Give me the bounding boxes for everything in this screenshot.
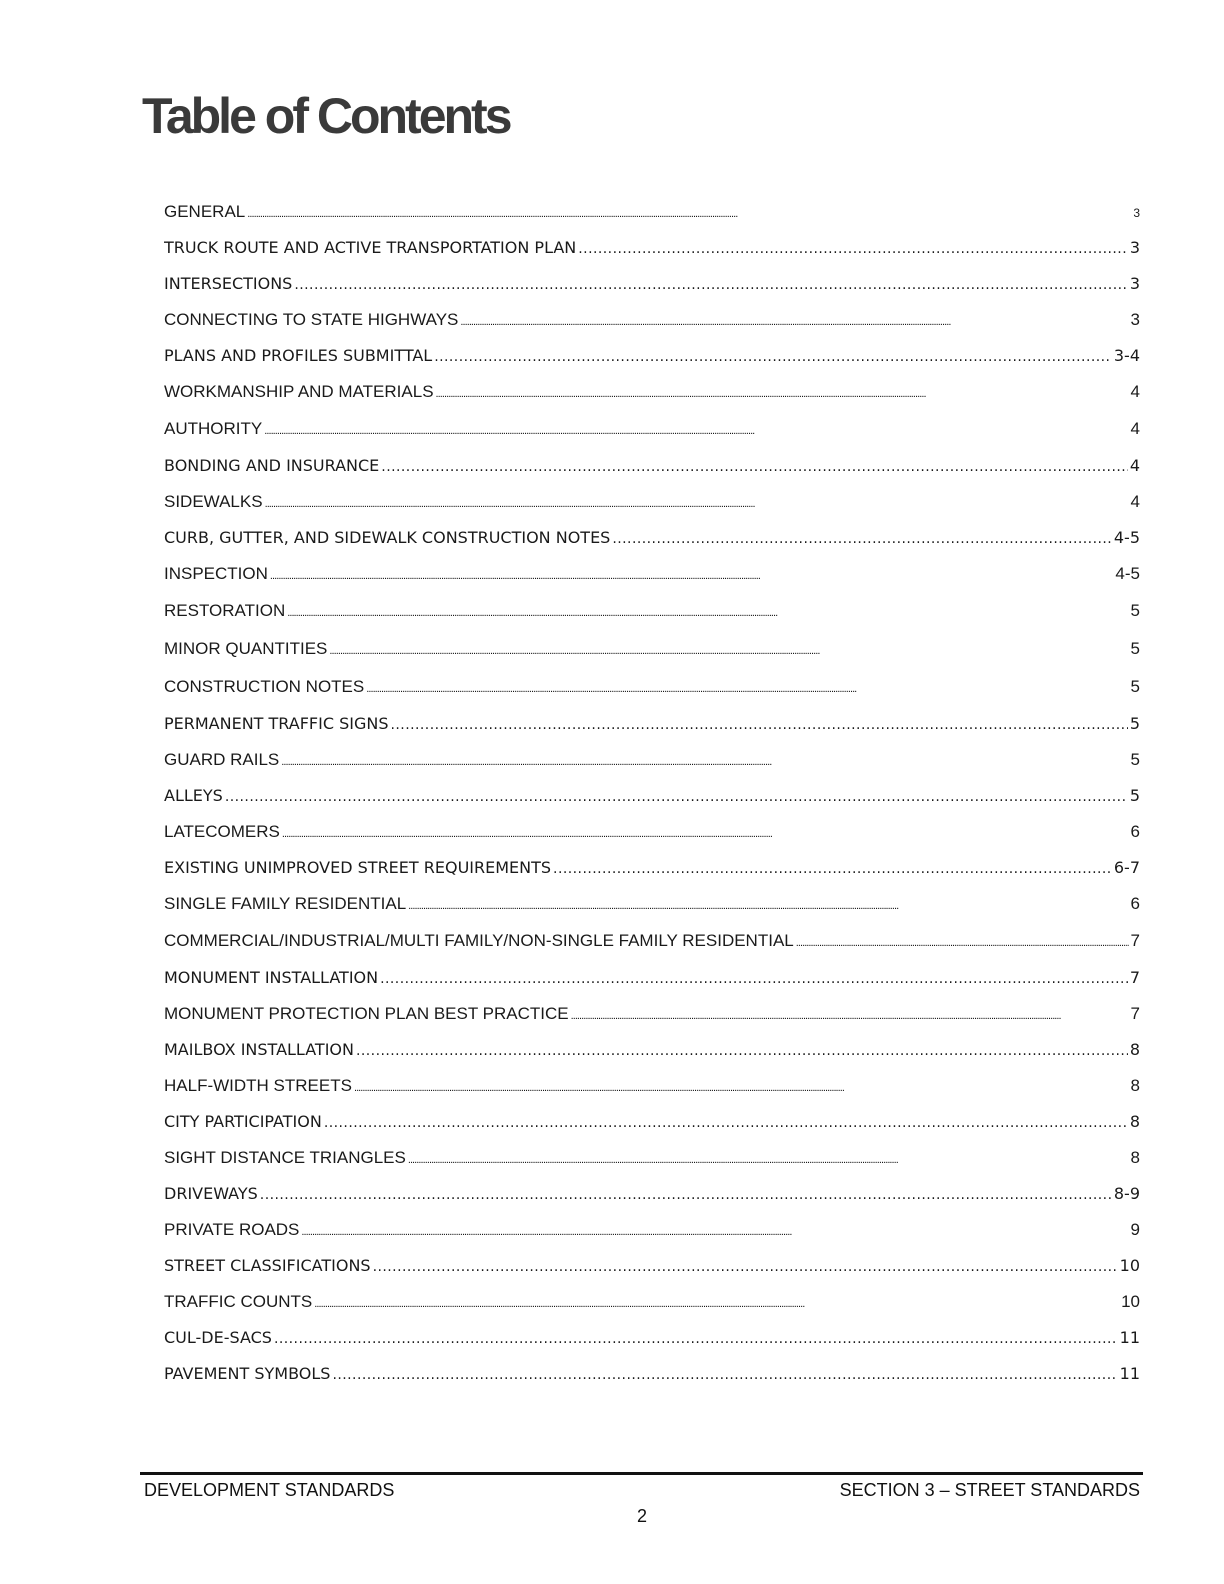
toc-entry-label: AUTHORITY	[164, 419, 263, 438]
toc-dot-leader	[408, 1140, 1129, 1176]
toc-entry-page: 4-5	[1113, 528, 1140, 547]
toc-dot-leader	[354, 1068, 1129, 1104]
toc-entry-label: PAVEMENT SYMBOLS	[164, 1364, 331, 1383]
toc-entry-label: WORKMANSHIP AND MATERIALS	[164, 382, 434, 401]
toc-entry-label: ALLEYS	[164, 786, 223, 805]
toc-entry-label: CURB, GUTTER, AND SIDEWALK CONSTRUCTION NOTES	[164, 528, 611, 547]
toc-entry-page: 4	[1129, 456, 1140, 475]
toc-entry-label: DRIVEWAYS	[164, 1184, 258, 1203]
toc-entry-label: LATECOMERS	[164, 822, 280, 841]
toc-dot-leader	[294, 266, 1127, 302]
toc-dot-leader	[264, 410, 1128, 448]
toc-dot-leader	[281, 742, 1128, 778]
toc-entry-page: 7	[1130, 931, 1140, 950]
toc-entry[interactable]	[164, 814, 1140, 850]
toc-entry[interactable]	[164, 302, 1140, 338]
toc-entry[interactable]	[164, 338, 1140, 374]
toc-entry-page: 4-5	[1115, 564, 1140, 583]
toc-entry-label: CUL-DE-SACS	[164, 1328, 272, 1347]
toc-entry-label: RESTORATION	[164, 601, 286, 620]
toc-entry[interactable]	[164, 1032, 1140, 1068]
toc-entry-page: 6-7	[1113, 858, 1140, 877]
toc-entry-label: COMMERCIAL/INDUSTRIAL/MULTI FAMILY/NON-SINGLE FAMILY RESIDENTIAL	[164, 931, 794, 950]
toc-dot-leader	[332, 1356, 1117, 1392]
toc-entry-label: PRIVATE ROADS	[164, 1220, 300, 1239]
toc-dot-leader	[408, 886, 1128, 922]
toc-entry-label: SINGLE FAMILY RESIDENTIAL	[164, 894, 407, 913]
toc-entry[interactable]	[164, 266, 1140, 302]
toc-entry[interactable]	[164, 1212, 1140, 1248]
toc-entry-page: 3	[1129, 238, 1140, 257]
toc-entry-label: CONNECTING TO STATE HIGHWAYS	[164, 310, 459, 329]
toc-entry[interactable]	[164, 922, 1140, 960]
toc-entry-page: 5	[1129, 786, 1140, 805]
toc-dot-leader	[225, 778, 1128, 814]
toc-entry-label: STREET CLASSIFICATIONS	[164, 1256, 371, 1275]
toc-dot-leader	[260, 1176, 1112, 1212]
toc-entry-label: MAILBOX INSTALLATION	[164, 1040, 354, 1059]
toc-entry-label: TRAFFIC COUNTS	[164, 1292, 313, 1311]
table-of-contents	[164, 194, 1140, 1392]
toc-entry[interactable]	[164, 886, 1140, 922]
toc-entry-page: 5	[1130, 601, 1140, 620]
toc-entry-page: 5	[1129, 714, 1140, 733]
toc-dot-leader	[329, 630, 1128, 668]
toc-entry[interactable]	[164, 1356, 1140, 1392]
toc-dot-leader	[571, 996, 1129, 1032]
toc-entry-label: EXISTING UNIMPROVED STREET REQUIREMENTS	[164, 858, 552, 877]
toc-entry[interactable]	[164, 1284, 1140, 1320]
toc-entry-page: 3	[1133, 206, 1140, 220]
toc-entry[interactable]	[164, 194, 1140, 230]
toc-dot-leader	[356, 1032, 1128, 1068]
toc-entry-page: 8	[1129, 1112, 1140, 1131]
toc-entry-label: BONDING AND INSURANCE	[164, 456, 380, 475]
toc-entry-label: TRUCK ROUTE AND ACTIVE TRANSPORTATION PLAN	[164, 238, 577, 257]
toc-entry-page: 8	[1130, 1148, 1140, 1167]
toc-entry-page: 5	[1130, 677, 1140, 696]
toc-dot-leader	[301, 1212, 1128, 1248]
toc-entry[interactable]	[164, 1068, 1140, 1104]
toc-entry[interactable]	[164, 778, 1140, 814]
toc-dot-leader	[460, 302, 1128, 338]
toc-dot-leader	[274, 1320, 1118, 1356]
toc-entry-label: INSPECTION	[164, 564, 268, 583]
toc-entry[interactable]	[164, 1176, 1140, 1212]
toc-entry-page: 4	[1130, 382, 1140, 401]
toc-entry[interactable]	[164, 374, 1140, 410]
toc-entry-page: 4	[1130, 492, 1140, 511]
toc-dot-leader	[247, 194, 1131, 230]
toc-entry[interactable]	[164, 448, 1140, 484]
toc-entry[interactable]	[164, 706, 1140, 742]
toc-entry-label: INTERSECTIONS	[164, 274, 293, 293]
toc-entry-page: 10	[1119, 1256, 1140, 1275]
toc-dot-leader	[612, 520, 1112, 556]
toc-entry-label: MONUMENT INSTALLATION	[164, 968, 379, 987]
toc-dot-leader	[578, 230, 1128, 266]
toc-entry-page: 11	[1119, 1328, 1140, 1347]
toc-entry[interactable]	[164, 960, 1140, 996]
toc-entry-page: 3-4	[1113, 346, 1140, 365]
toc-entry[interactable]	[164, 1320, 1140, 1356]
toc-entry-label: PLANS AND PROFILES SUBMITTAL	[164, 346, 433, 365]
toc-entry-label: GUARD RAILS	[164, 750, 280, 769]
footer-document-title: DEVELOPMENT STANDARDS	[144, 1480, 395, 1500]
toc-dot-leader	[436, 374, 1129, 410]
toc-entry-label: SIDEWALKS	[164, 492, 263, 511]
toc-entry[interactable]	[164, 742, 1140, 778]
toc-entry-page: 5	[1130, 750, 1140, 769]
footer-divider	[140, 1472, 1143, 1475]
toc-dot-leader	[373, 1248, 1118, 1284]
toc-entry-page: 6	[1130, 822, 1140, 841]
toc-entry-page: 6	[1130, 894, 1140, 913]
toc-entry[interactable]	[164, 1140, 1140, 1176]
toc-entry[interactable]	[164, 668, 1140, 706]
toc-entry-page: 9	[1130, 1220, 1140, 1239]
toc-dot-leader	[314, 1284, 1119, 1320]
toc-dot-leader	[324, 1104, 1128, 1140]
toc-entry[interactable]	[164, 1104, 1140, 1140]
page-number: 2	[636, 1506, 647, 1526]
toc-dot-leader	[434, 338, 1112, 374]
toc-entry[interactable]	[164, 484, 1140, 520]
toc-entry-label: CITY PARTICIPATION	[164, 1112, 322, 1131]
toc-dot-leader	[366, 668, 1128, 706]
toc-dot-leader	[287, 592, 1128, 630]
toc-entry[interactable]	[164, 630, 1140, 668]
toc-entry-page: 7	[1129, 968, 1140, 987]
toc-entry[interactable]	[164, 410, 1140, 448]
toc-entry-page: 3	[1129, 274, 1140, 293]
toc-dot-leader	[270, 556, 1114, 592]
toc-entry-page: 5	[1130, 639, 1140, 658]
toc-dot-leader	[553, 850, 1112, 886]
toc-dot-leader	[265, 484, 1129, 520]
toc-entry-label: SIGHT DISTANCE TRIANGLES	[164, 1148, 406, 1167]
page-title: Table of Contents	[142, 88, 510, 144]
toc-entry[interactable]	[164, 850, 1140, 886]
toc-entry-page: 11	[1119, 1364, 1140, 1383]
toc-entry-page: 8	[1129, 1040, 1140, 1059]
toc-entry[interactable]	[164, 556, 1140, 592]
toc-entry[interactable]	[164, 592, 1140, 630]
toc-entry[interactable]	[164, 1248, 1140, 1284]
toc-dot-leader	[796, 922, 1129, 960]
toc-entry-label: MINOR QUANTITIES	[164, 639, 328, 658]
toc-entry-page: 10	[1121, 1292, 1140, 1311]
toc-entry-label: CONSTRUCTION NOTES	[164, 677, 365, 696]
toc-dot-leader	[380, 960, 1128, 996]
toc-dot-leader	[391, 706, 1128, 742]
toc-entry-label: MONUMENT PROTECTION PLAN BEST PRACTICE	[164, 1004, 569, 1023]
toc-entry-page: 8-9	[1113, 1184, 1140, 1203]
toc-entry-page: 7	[1130, 1004, 1140, 1023]
toc-entry[interactable]	[164, 996, 1140, 1032]
toc-entry[interactable]	[164, 230, 1140, 266]
toc-dot-leader	[282, 814, 1129, 850]
toc-entry-page: 4	[1130, 419, 1140, 438]
toc-entry-label: PERMANENT TRAFFIC SIGNS	[164, 714, 389, 733]
toc-entry-page: 8	[1130, 1076, 1140, 1095]
toc-entry-label: GENERAL	[164, 202, 246, 221]
toc-dot-leader	[381, 448, 1128, 484]
toc-entry[interactable]	[164, 520, 1140, 556]
footer-section-title: SECTION 3 – STREET STANDARDS	[839, 1480, 1140, 1500]
toc-entry-page: 3	[1130, 310, 1140, 329]
toc-entry-label: HALF-WIDTH STREETS	[164, 1076, 352, 1095]
